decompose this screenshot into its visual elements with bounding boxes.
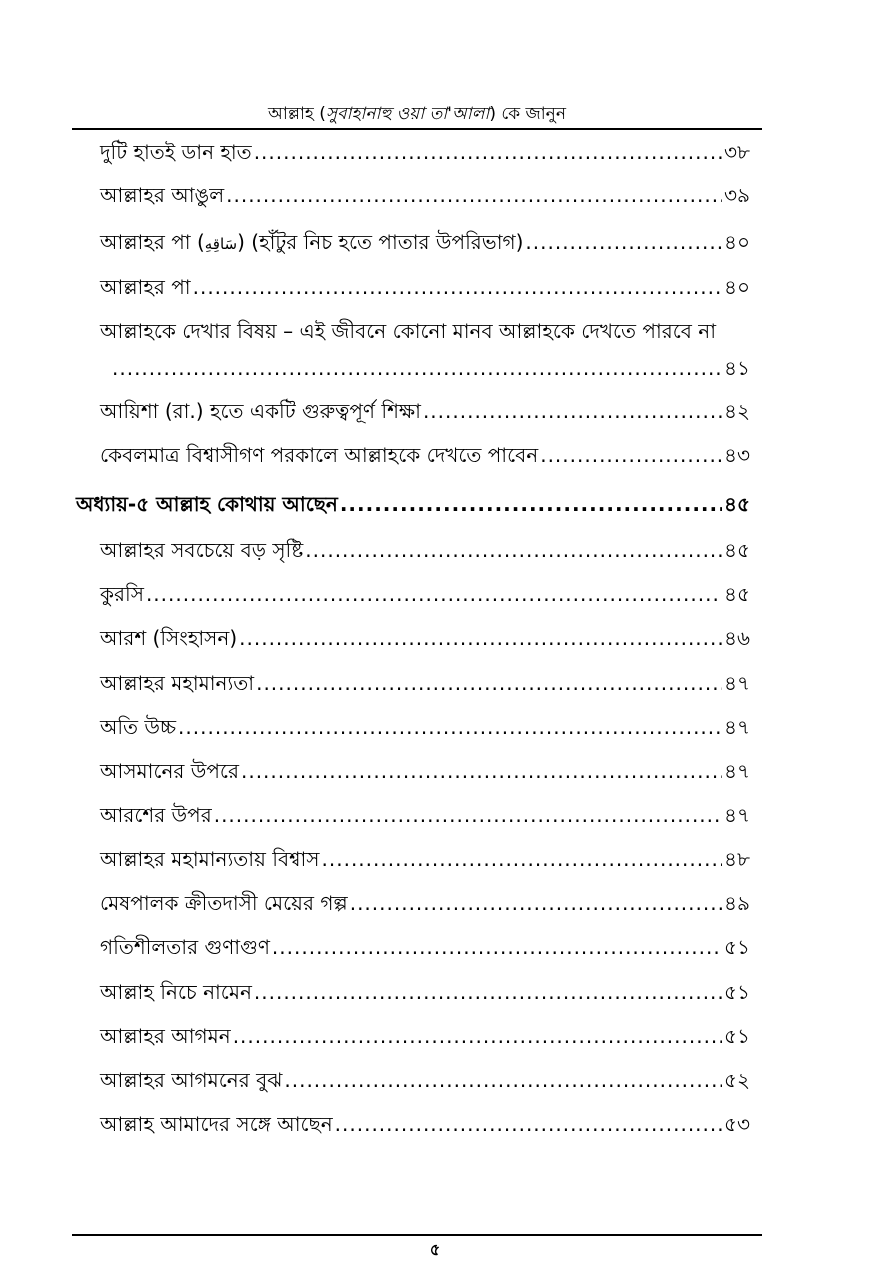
toc-entry-page: ৪০: [724, 275, 750, 299]
toc-entry-title: মেষপালক ক্রীতদাসী মেয়ের গল্প: [100, 891, 348, 915]
toc-entry[interactable]: [100, 977, 750, 1007]
toc-entry-title: আল্লাহ নিচে নামেন: [100, 980, 252, 1004]
header-suffix: ) কে জানুন: [489, 104, 566, 124]
dot-leader: [335, 1109, 722, 1139]
toc-entry[interactable]: [100, 396, 750, 426]
toc-entry-continuation[interactable]: [110, 353, 750, 383]
toc-entry-title: আল্লাহর পা: [100, 275, 191, 299]
toc-entry[interactable]: [100, 800, 750, 830]
toc-entry-title: আরশ (সিংহাসন): [100, 626, 238, 650]
toc-entry-title: আল্লাহর আগমন: [100, 1024, 231, 1048]
toc-entry-page: ৩৯: [724, 183, 750, 207]
dot-leader: [525, 227, 722, 257]
toc-entry-title: আসমানের উপরে: [100, 759, 239, 783]
toc-entry-page: ৫১: [724, 935, 750, 959]
dot-leader: [146, 579, 722, 609]
arabic-term: سَاقِهِ: [204, 235, 238, 253]
dot-leader: [340, 489, 722, 519]
toc-entry[interactable]: [100, 623, 750, 653]
toc-entry-title: আল্লাহর আগমনের বুঝ: [100, 1068, 283, 1092]
toc-chapter-entry[interactable]: [76, 489, 750, 519]
dot-leader: [214, 800, 722, 830]
dot-leader: [239, 623, 722, 653]
dot-leader: [112, 353, 722, 383]
toc-entry-title: কেবলমাত্র বিশ্বাসীগণ পরকালে আল্লাহকে দেখতে পাবেন: [100, 443, 539, 467]
toc-entry[interactable]: [100, 180, 750, 210]
toc-entry-title: [100, 227, 523, 259]
dot-leader: [423, 396, 722, 426]
toc-entry-page: ৪৭: [724, 671, 750, 695]
toc-entry-page: ৪০: [724, 230, 750, 254]
toc-entry-title: আরশের উপর: [100, 803, 212, 827]
toc-entry-page: ৪৫: [724, 538, 750, 562]
toc-entry-page: ৪৯: [724, 891, 750, 915]
header-italic: সুবাহানাহু ওয়া তা'আলা: [325, 104, 490, 124]
toc-entry-page: ৪১: [724, 356, 750, 380]
page-number: ৫: [429, 1240, 441, 1259]
toc-entry-page: ৩৮: [724, 140, 750, 164]
dot-leader: [254, 977, 722, 1007]
chapter-title: অধ্যায়-৫ আল্লাহ কোথায় আছেন: [76, 492, 338, 516]
toc-entry-title: অতি উচ্চ: [100, 715, 177, 739]
toc-entry-page: ৫২: [724, 1068, 750, 1092]
dot-leader: [350, 888, 722, 918]
toc-entry-page: ৫১: [724, 1024, 750, 1048]
dot-leader: [178, 712, 722, 742]
dot-leader: [256, 668, 722, 698]
toc-entry[interactable]: [100, 579, 750, 609]
toc-entry-page: ৪৩: [724, 443, 750, 467]
toc-entry[interactable]: [100, 1021, 750, 1051]
toc-entry[interactable]: [100, 1065, 750, 1095]
toc-entry-page: ৪৭: [724, 715, 750, 739]
toc-entry-title: আল্লাহর সবচেয়ে বড় সৃষ্টি: [100, 538, 304, 562]
dot-leader: [241, 756, 722, 786]
toc-entry-title: গতিশীলতার গুণাগুণ: [100, 935, 270, 959]
toc-entry[interactable]: [100, 1109, 750, 1139]
toc-entry-page: ৪২: [724, 399, 750, 423]
toc-entry-title: আয়িশা (রা.) হতে একটি গুরুত্বপূর্ণ শিক্ষা: [100, 399, 421, 423]
toc-entry-title: আল্লাহর মহামান্যতা: [100, 671, 255, 695]
toc-entry[interactable]: [100, 712, 750, 742]
toc-entry[interactable]: [100, 668, 750, 698]
toc-entry-page: ৪৭: [724, 759, 750, 783]
header-rule: [72, 128, 762, 130]
dot-leader: [322, 844, 723, 874]
dot-leader: [193, 272, 722, 302]
toc-entry[interactable]: [100, 844, 750, 874]
toc-entry-page: ৫৩: [724, 1112, 750, 1136]
dot-leader: [540, 440, 722, 470]
dot-leader: [272, 932, 722, 962]
title-suffix: ) (হাঁটুর নিচ হতে পাতার উপরিভাগ): [237, 230, 524, 254]
toc-entry[interactable]: [100, 932, 750, 962]
toc-entry[interactable]: [100, 272, 750, 302]
toc-entry-title: কুরসি: [100, 582, 144, 606]
toc-entry[interactable]: [100, 888, 750, 918]
toc-entry-title: আল্লাহর আঙুল: [100, 183, 225, 207]
running-header: [72, 100, 762, 128]
toc-entry-page: ৪৮: [724, 847, 750, 871]
toc-entry[interactable]: [100, 440, 750, 470]
dot-leader: [233, 1021, 722, 1051]
toc-entry-title: দুটি হাতই ডান হাত: [100, 140, 252, 164]
header-prefix: আল্লাহ (: [268, 104, 326, 124]
toc-entry-page: ৪৫: [724, 582, 750, 606]
toc-entry-title: আল্লাহর মহামান্যতায় বিশ্বাস: [100, 847, 320, 871]
dot-leader: [305, 535, 722, 565]
dot-leader: [254, 137, 722, 167]
toc-entry[interactable]: [100, 137, 750, 167]
dot-leader: [284, 1065, 722, 1095]
chapter-page: ৪৫: [724, 492, 750, 516]
toc-entry[interactable]: [100, 227, 750, 257]
toc-entry-page: ৪৭: [724, 803, 750, 827]
toc-entry-title-wrapped[interactable]: আল্লাহকে দেখার বিষয় – এই জীবনে কোনো মানব আল্লাহকে দেখতে পারবে না: [100, 319, 717, 343]
toc-entry-title: আল্লাহ আমাদের সঙ্গে আছেন: [100, 1112, 333, 1136]
toc-entry-page: ৫১: [724, 980, 750, 1004]
footer-rule: [72, 1234, 762, 1236]
toc-entry-page: ৪৬: [724, 626, 750, 650]
toc-entry[interactable]: [100, 535, 750, 565]
toc-entry[interactable]: [100, 756, 750, 786]
dot-leader: [226, 180, 722, 210]
title-prefix: আল্লাহর পা (: [100, 230, 205, 254]
